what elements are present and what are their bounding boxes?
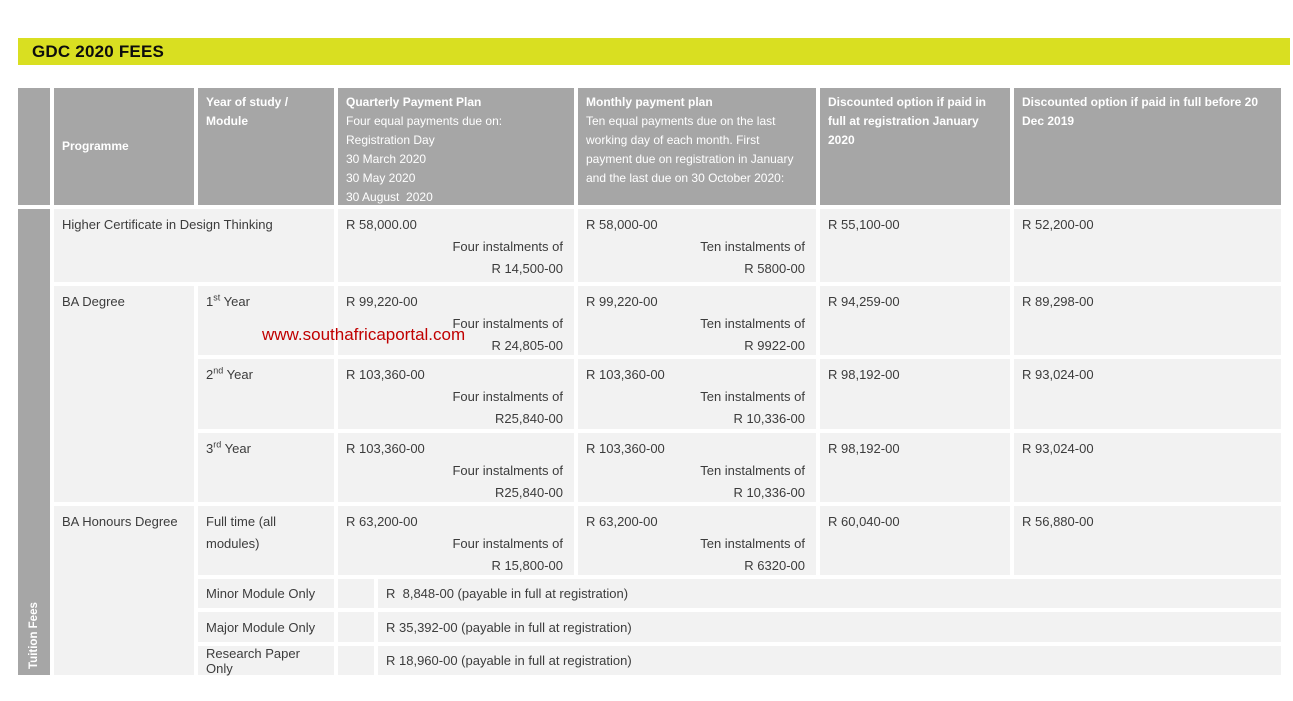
header-quarterly-line: 30 May 2020 bbox=[346, 171, 416, 185]
monthly-note: Ten instalments of bbox=[700, 536, 805, 551]
page-title: GDC 2020 FEES bbox=[32, 41, 165, 61]
year-text: Full time (all modules) bbox=[206, 514, 277, 551]
row-major-module-label bbox=[198, 612, 334, 642]
year-ordinal-suffix: nd bbox=[213, 365, 224, 376]
year-number: 3 bbox=[206, 441, 214, 456]
row-major-module-fee bbox=[378, 612, 1281, 642]
fee-text: R 35,392-00 (payable in full at registration) bbox=[386, 619, 632, 635]
quarterly-instalment: R 24,805-00 bbox=[491, 338, 563, 353]
header-quarterly-line: Four equal payments due on: bbox=[346, 114, 503, 128]
row-higher-certificate-discount-jan bbox=[820, 209, 1010, 282]
header-quarterly-line: 30 August 2020 bbox=[346, 190, 433, 204]
discount-jan-value: R 98,192-00 bbox=[828, 441, 900, 456]
year-ordinal-suffix: rd bbox=[213, 439, 222, 450]
header-monthly-desc: Ten equal payments due on the last working day of each month. First payment due on registration in January and the last due on 30 October 2020: bbox=[586, 114, 794, 185]
discount-jan-value: R 60,040-00 bbox=[828, 514, 900, 529]
monthly-total: R 63,200-00 bbox=[586, 514, 658, 529]
programme-name: Higher Certificate in Design Thinking bbox=[62, 217, 273, 232]
row-ba1-discount-dec bbox=[1014, 286, 1281, 355]
fee-text: R 8,848-00 (payable in full at registration) bbox=[386, 586, 629, 601]
quarterly-total: R 63,200-00 bbox=[346, 514, 418, 529]
monthly-note: Ten instalments of bbox=[700, 389, 805, 404]
quarterly-instalment: R 15,800-00 bbox=[491, 558, 563, 573]
header-quarterly-line: 30 March 2020 bbox=[346, 152, 427, 166]
fee-text: R 18,960-00 (payable in full at registration) bbox=[386, 653, 632, 668]
row-major-module-spacer-cell bbox=[338, 612, 374, 642]
module-name: Major Module Only bbox=[206, 619, 316, 635]
monthly-note: Ten instalments of bbox=[700, 239, 805, 254]
header-quarterly-line: Registration Day bbox=[346, 133, 435, 147]
watermark-text: www.southafricaportal.com bbox=[262, 325, 466, 344]
discount-dec-value: R 56,880-00 bbox=[1022, 514, 1094, 529]
monthly-total: R 99,220-00 bbox=[586, 294, 658, 309]
row-higher-certificate-quarterly bbox=[338, 209, 574, 282]
title-bar bbox=[18, 38, 1290, 65]
row-ba2-quarterly bbox=[338, 359, 574, 429]
row-ba3-quarterly bbox=[338, 433, 574, 502]
header-discount-january bbox=[820, 88, 1010, 205]
fees-table bbox=[18, 88, 1281, 675]
row-higher-certificate-monthly bbox=[578, 209, 816, 282]
row-ba2-year bbox=[198, 359, 334, 429]
discount-dec-value: R 93,024-00 bbox=[1022, 441, 1094, 456]
module-name: Minor Module Only bbox=[206, 586, 316, 601]
monthly-total: R 103,360-00 bbox=[586, 441, 665, 456]
monthly-note: Ten instalments of bbox=[700, 463, 805, 478]
quarterly-note: Four instalments of bbox=[452, 239, 563, 254]
header-programme-label: Programme bbox=[62, 139, 129, 153]
row-research-paper-label bbox=[198, 646, 334, 675]
quarterly-instalment: R25,840-00 bbox=[495, 411, 563, 426]
quarterly-instalment: R 14,500-00 bbox=[491, 261, 563, 276]
ba-honours-programme-cell bbox=[54, 506, 194, 675]
ba-degree-programme-cell bbox=[54, 286, 194, 502]
row-ba1-monthly bbox=[578, 286, 816, 355]
row-honours-discount-jan bbox=[820, 506, 1010, 575]
row-ba3-year bbox=[198, 433, 334, 502]
row-minor-module-spacer-cell bbox=[338, 579, 374, 608]
header-year-of-study bbox=[198, 88, 334, 205]
tuition-fees-sidebar bbox=[18, 209, 50, 675]
year-text: Year bbox=[223, 367, 253, 382]
quarterly-note: Four instalments of bbox=[452, 316, 563, 331]
programme-name: BA Degree bbox=[62, 294, 125, 309]
header-programme bbox=[54, 88, 194, 205]
quarterly-note: Four instalments of bbox=[452, 536, 563, 551]
row-ba3-monthly bbox=[578, 433, 816, 502]
row-honours-quarterly bbox=[338, 506, 574, 575]
header-monthly-plan bbox=[578, 88, 816, 205]
year-text: Year bbox=[221, 441, 251, 456]
row-minor-module-label bbox=[198, 579, 334, 608]
row-honours-discount-dec bbox=[1014, 506, 1281, 575]
monthly-instalment: R 9922-00 bbox=[744, 338, 805, 353]
discount-jan-value: R 94,259-00 bbox=[828, 294, 900, 309]
header-discount-december bbox=[1014, 88, 1281, 205]
row-research-paper-fee bbox=[378, 646, 1281, 675]
quarterly-note: Four instalments of bbox=[452, 389, 563, 404]
year-text: Year bbox=[220, 294, 250, 309]
monthly-total: R 103,360-00 bbox=[586, 367, 665, 382]
year-number: 2 bbox=[206, 367, 214, 382]
row-minor-module-fee bbox=[378, 579, 1281, 608]
discount-dec-value: R 89,298-00 bbox=[1022, 294, 1094, 309]
monthly-instalment: R 6320-00 bbox=[744, 558, 805, 573]
monthly-instalment: R 5800-00 bbox=[744, 261, 805, 276]
header-corner-cell bbox=[18, 88, 50, 205]
quarterly-total: R 99,220-00 bbox=[346, 294, 418, 309]
quarterly-total: R 103,360-00 bbox=[346, 367, 425, 382]
module-name: Research Paper Only bbox=[206, 645, 300, 676]
header-discount-december-label: Discounted option if paid in full before 20 Dec 2019 bbox=[1022, 95, 1259, 128]
row-higher-certificate-discount-dec bbox=[1014, 209, 1281, 282]
row-ba1-discount-jan bbox=[820, 286, 1010, 355]
year-ordinal-suffix: st bbox=[213, 292, 221, 303]
row-ba2-discount-dec bbox=[1014, 359, 1281, 429]
tuition-fees-label: Tuition Fees bbox=[28, 602, 40, 669]
row-ba3-discount-dec bbox=[1014, 433, 1281, 502]
row-ba2-monthly bbox=[578, 359, 816, 429]
row-higher-certificate-programme bbox=[54, 209, 334, 282]
discount-dec-value: R 93,024-00 bbox=[1022, 367, 1094, 382]
row-ba2-discount-jan bbox=[820, 359, 1010, 429]
row-ba3-discount-jan bbox=[820, 433, 1010, 502]
monthly-instalment: R 10,336-00 bbox=[733, 485, 805, 500]
row-honours-monthly bbox=[578, 506, 816, 575]
discount-jan-value: R 98,192-00 bbox=[828, 367, 900, 382]
monthly-instalment: R 10,336-00 bbox=[733, 411, 805, 426]
header-monthly-title: Monthly payment plan bbox=[586, 95, 713, 109]
discount-dec-value: R 52,200-00 bbox=[1022, 217, 1094, 232]
programme-name: BA Honours Degree bbox=[62, 514, 178, 529]
discount-jan-value: R 55,100-00 bbox=[828, 217, 900, 232]
row-research-paper-spacer-cell bbox=[338, 646, 374, 675]
monthly-total: R 58,000-00 bbox=[586, 217, 658, 232]
quarterly-total: R 58,000.00 bbox=[346, 217, 417, 232]
quarterly-total: R 103,360-00 bbox=[346, 441, 425, 456]
quarterly-instalment: R25,840-00 bbox=[495, 485, 563, 500]
header-discount-january-label: Discounted option if paid in full at registration January 2020 bbox=[828, 95, 986, 147]
header-quarterly-title: Quarterly Payment Plan bbox=[346, 95, 482, 109]
row-honours-fulltime-year bbox=[198, 506, 334, 575]
header-year-label: Year of study / Module bbox=[206, 95, 289, 128]
quarterly-note: Four instalments of bbox=[452, 463, 563, 478]
year-number: 1 bbox=[206, 294, 214, 309]
header-quarterly-plan bbox=[338, 88, 574, 205]
monthly-note: Ten instalments of bbox=[700, 316, 805, 331]
